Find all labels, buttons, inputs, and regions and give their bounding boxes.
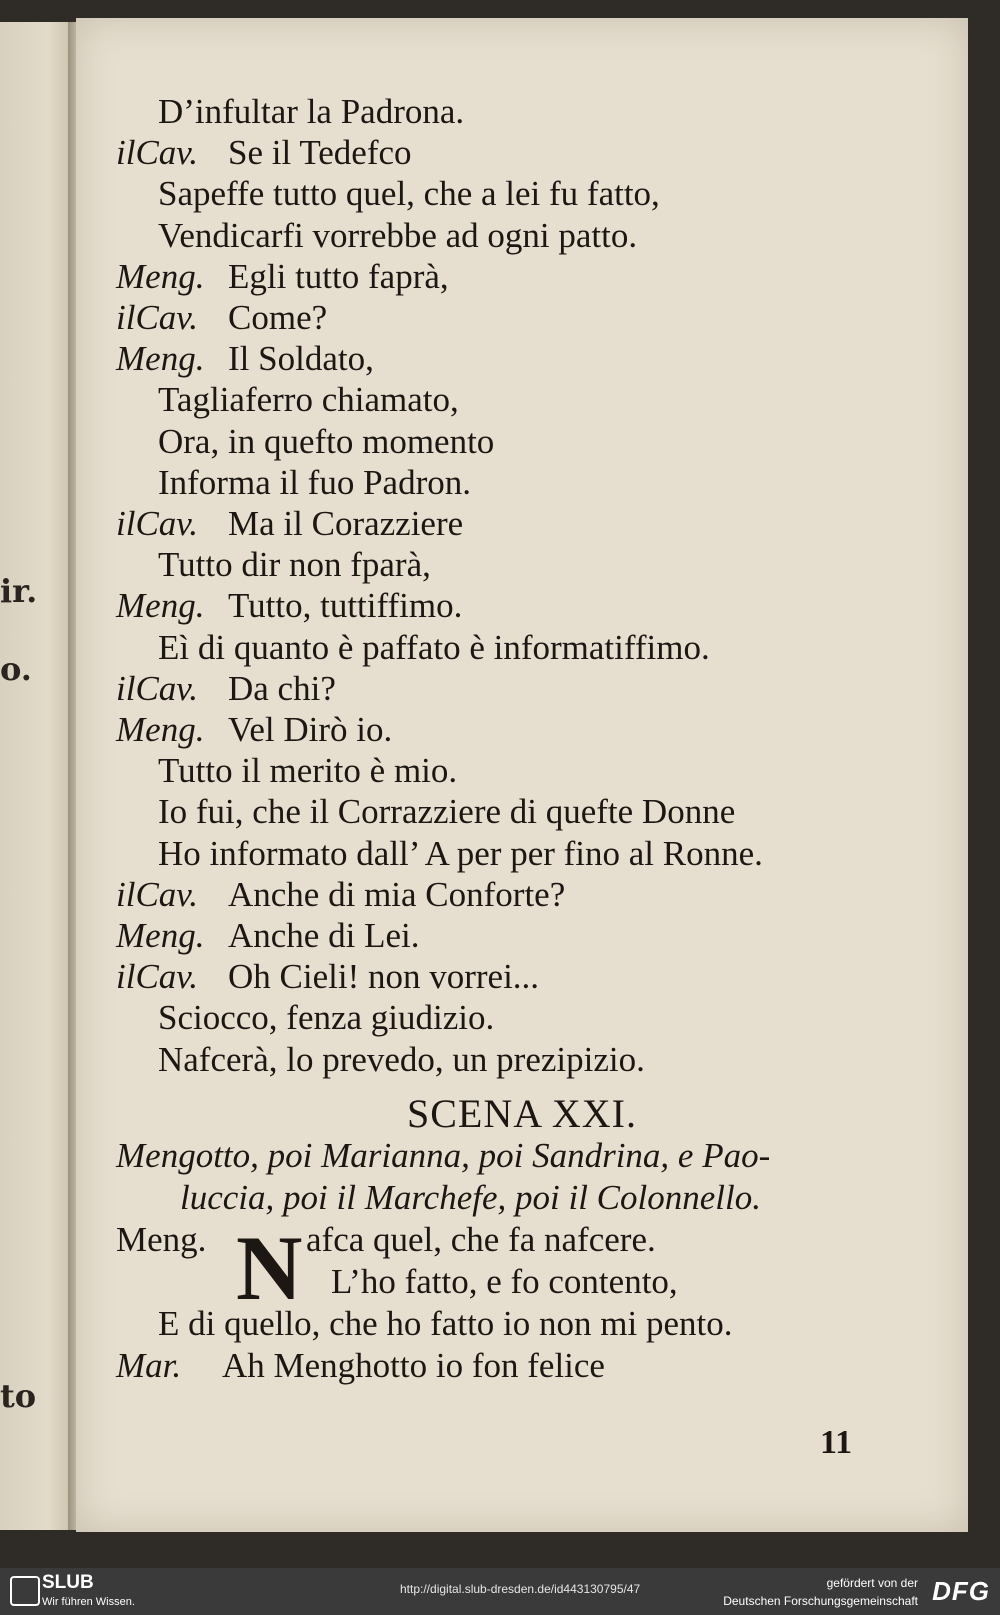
cast-list-line: Mengotto, poi Marianna, poi Sandrina, e Pao- bbox=[116, 1136, 771, 1175]
verse-line: Sciocco, fenza giudizio. bbox=[158, 998, 495, 1038]
speaker-label: Meng. bbox=[116, 256, 205, 296]
verse-line: Anche di Lei. bbox=[228, 916, 420, 955]
page-number: 11 bbox=[820, 1424, 853, 1461]
speaker-label: ilCav. bbox=[116, 668, 198, 708]
permalink-url[interactable]: http://digital.slub-dresden.de/id443130795/47 bbox=[400, 1582, 641, 1596]
verse-line: Vendicarfi vorrebbe ad ogni patto. bbox=[158, 215, 638, 255]
cast-list-line: luccia, poi il Marchefe, poi il Colonnello. bbox=[180, 1178, 761, 1217]
book-gutter bbox=[68, 22, 76, 1530]
left-page-fragment: o. bbox=[0, 650, 32, 688]
speaker-label: Mar. bbox=[116, 1346, 182, 1385]
verse-line: Da chi? bbox=[228, 668, 336, 708]
viewer-footer bbox=[0, 1568, 1000, 1615]
dfg-logo-icon: DFG bbox=[932, 1576, 990, 1606]
verse-line: Ho informato dall’ A per per fino al Ronne. bbox=[158, 833, 763, 873]
verse-line: Tutto il merito è mio. bbox=[158, 751, 458, 791]
verse-line: E di quello, che ho fatto io non mi pento. bbox=[158, 1304, 733, 1343]
scene-heading: SCENA XXI. bbox=[406, 1091, 638, 1136]
drop-cap: N bbox=[236, 1217, 303, 1319]
speaker-label: ilCav. bbox=[116, 957, 198, 997]
verse-line: Oh Cieli! non vorrei... bbox=[228, 957, 540, 997]
verse-line: Come? bbox=[228, 298, 328, 337]
speaker-label: Meng. bbox=[116, 339, 205, 379]
verse-line: Anche di mia Conforte? bbox=[228, 874, 566, 914]
slub-logo-icon bbox=[10, 1576, 40, 1606]
verse-line: Vel Dirò io. bbox=[228, 710, 393, 749]
verse-line: afca quel, che fa nafcere. bbox=[306, 1220, 656, 1259]
verse-line: Io fui, che il Corrazziere di quefte Donne bbox=[158, 792, 736, 832]
book-page bbox=[76, 18, 968, 1532]
verse-line: Ah Menghotto io fon felice bbox=[222, 1346, 605, 1385]
left-page-edge bbox=[0, 22, 68, 1530]
verse-line: L’ho fatto, e fo contento, bbox=[331, 1262, 678, 1301]
verse-line: Nafcerà, lo prevedo, un prezipizio. bbox=[158, 1039, 645, 1079]
speaker-label: ilCav. bbox=[116, 874, 198, 914]
verse-line: Il Soldato, bbox=[228, 339, 374, 379]
verse-line: Ma il Corazziere bbox=[228, 504, 464, 543]
verse-line: Se il Tedefco bbox=[228, 133, 412, 173]
verse-line: Tutto, tuttiffimo. bbox=[228, 586, 463, 626]
library-name: SLUB bbox=[42, 1572, 94, 1593]
verse-line: Ora, in quefto momento bbox=[158, 421, 495, 461]
left-page-fragment: ir. bbox=[0, 572, 38, 610]
funding-text: Deutschen Forschungsgemeinschaft bbox=[723, 1594, 918, 1608]
verse-line: D’infultar la Padrona. bbox=[158, 92, 465, 131]
speaker-label: ilCav. bbox=[116, 504, 198, 543]
speaker-label: Meng. bbox=[116, 916, 205, 955]
left-page-fragment: to bbox=[0, 1377, 37, 1415]
verse-line: Sapeffe tutto quel, che a lei fu fatto, bbox=[158, 174, 660, 214]
library-tagline: Wir führen Wissen. bbox=[42, 1596, 135, 1608]
speaker-label: ilCav. bbox=[116, 133, 198, 173]
speaker-label: Meng. bbox=[116, 710, 205, 749]
verse-line: Informa il fuo Padron. bbox=[158, 462, 471, 502]
speaker-label: Meng. bbox=[116, 586, 205, 626]
verse-line: Tutto dir non fparà, bbox=[158, 545, 431, 585]
funding-text: gefördert von der bbox=[826, 1576, 918, 1590]
verse-line: Eì di quanto è paffato è informatiffimo. bbox=[158, 627, 710, 667]
speaker-label: Meng. bbox=[116, 1220, 207, 1259]
verse-line: Egli tutto faprà, bbox=[228, 256, 449, 296]
verse-line: Tagliaferro chiamato, bbox=[158, 380, 459, 420]
speaker-label: ilCav. bbox=[116, 298, 198, 337]
